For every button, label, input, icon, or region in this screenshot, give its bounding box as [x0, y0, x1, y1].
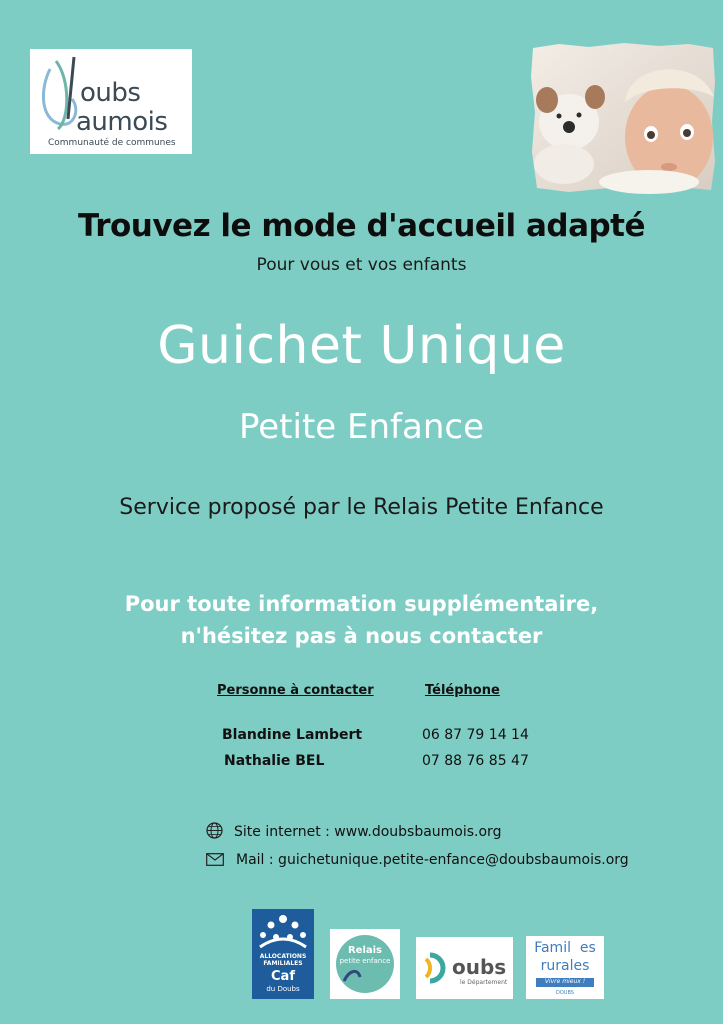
info-line-2: n'hésitez pas à nous contacter — [180, 624, 543, 648]
caf-line-3: Caf — [271, 969, 295, 984]
caf-line-4: du Doubs — [266, 985, 300, 993]
doubs-subtitle: le Département — [460, 979, 508, 986]
caf-people-icon — [252, 911, 314, 955]
doubs-baumois-logo — [30, 49, 192, 154]
contact-name: Blandine Lambert — [222, 727, 363, 743]
globe-icon — [206, 822, 223, 839]
caf-line-1: ALLOCATIONS — [259, 953, 307, 960]
contact-name: Nathalie BEL — [224, 753, 325, 769]
logo-subtitle: Communauté de communes — [48, 138, 176, 148]
info-line-1: Pour toute information supplémentaire, — [124, 592, 599, 616]
familles-tag: Vivre mieux ! — [536, 978, 594, 987]
service-name: Guichet Unique — [157, 316, 566, 376]
logo-word-2: aumois — [76, 107, 168, 137]
baby-photo — [529, 42, 717, 194]
logo-word-1: oubs — [80, 78, 141, 108]
table-header-phone: Téléphone — [425, 683, 500, 698]
contact-phone[interactable]: 07 88 76 85 47 — [422, 753, 529, 769]
familles-rurales-logo — [526, 936, 604, 999]
caf-logo — [252, 909, 314, 999]
mail-icon — [206, 853, 224, 866]
table-header-person: Personne à contacter — [217, 683, 374, 698]
familles-line-2: rurales — [540, 958, 590, 974]
relais-line-1: Relais — [347, 945, 383, 956]
service-provider: Service proposé par le Relais Petite Enfance — [119, 495, 604, 520]
doubs-word: oubs — [452, 955, 507, 979]
doubs-departement-logo — [416, 937, 513, 999]
contact-phone[interactable]: 06 87 79 14 14 — [422, 727, 529, 743]
website-link[interactable]: Site internet : www.doubsbaumois.org — [234, 824, 502, 840]
relais-line-2: petite enfance — [339, 957, 391, 965]
relais-logo — [330, 929, 400, 999]
familles-sub: DOUBS — [556, 990, 574, 996]
familles-line-1: Famil es — [534, 940, 596, 956]
page-title: Trouvez le mode d'accueil adapté — [77, 208, 646, 244]
mail-link[interactable]: Mail : guichetunique.petite-enfance@doubsbaumois.org — [236, 852, 629, 868]
page-subtitle: Pour vous et vos enfants — [256, 255, 467, 275]
doubs-d-icon — [422, 951, 456, 985]
caf-line-2: FAMILIALES — [263, 960, 303, 967]
service-name-sub: Petite Enfance — [238, 407, 485, 447]
